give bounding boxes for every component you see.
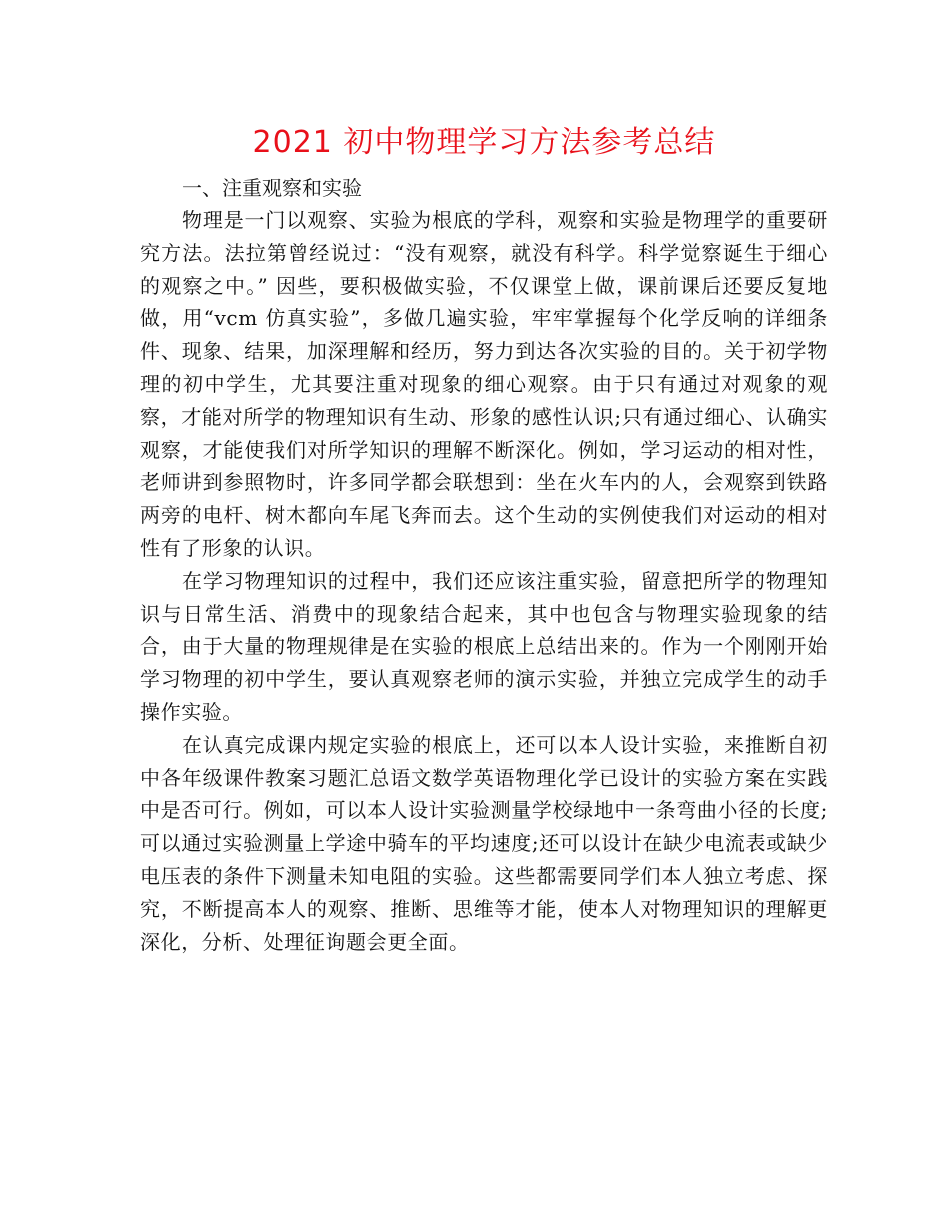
paragraph-1: 物理是一门以观察、实验为根底的学科，观察和实验是物理学的重要研究方法。法拉第曾经说过：“没有观察，就没有科学。科学觉察诞生于细心的观察之中。” 因些，要积极做实验，不仅课堂上做，课前课后还要反复地做，用“vcm 仿真实验”，多做几遍实验，牢牢掌握每个化学反响的详细条件、现象、结果，加深理解和经历，努力到达各次实验的目的。关于初学物理的初中学生，尤其要注重对现象的细心观察。由于只有通过对观象的观察，才能对所学的物理知识有生动、形象的感性认识;只有通过细心、认确实观察，才能使我们对所学知识的理解不断深化。例如，学习运动的相对性，老师讲到参照物时，许多同学都会联想到：坐在火车内的人，会观察到铁路两旁的电杆、树木都向车尾飞奔而去。这个生动的实例使我们对运动的相对性有了形象的认识。 xyxy=(140,208,828,560)
section-heading: 一、注重观察和实验 xyxy=(182,176,362,200)
document-page xyxy=(140,118,828,958)
paragraph-3: 在认真完成课内规定实验的根底上，还可以本人设计实验，来推断自初中各年级课件教案习题汇总语文数学英语物理化学已设计的实验方案在实践中是否可行。例如，可以本人设计实验测量学校绿地中一条弯曲小径的长度;可以通过实验测量上学途中骑车的平均速度;还可以设计在缺少电流表或缺少电压表的条件下测量未知电阻的实验。这些都需要同学们本人独立考虑、探究，不断提高本人的观察、推断、思维等才能，使本人对物理知识的理解更深化，分析、处理征询题会更全面。 xyxy=(140,732,828,954)
paragraph-2: 在学习物理知识的过程中，我们还应该注重实验，留意把所学的物理知识与日常生活、消费中的现象结合起来，其中也包含与物理实验现象的结合，由于大量的物理规律是在实验的根底上总结出来的。作为一个刚刚开始学习物理的初中学生，要认真观察老师的演示实验，并独立完成学生的动手操作实验。 xyxy=(140,568,828,724)
document-title: 2021 初中物理学习方法参考总结 xyxy=(252,125,716,160)
